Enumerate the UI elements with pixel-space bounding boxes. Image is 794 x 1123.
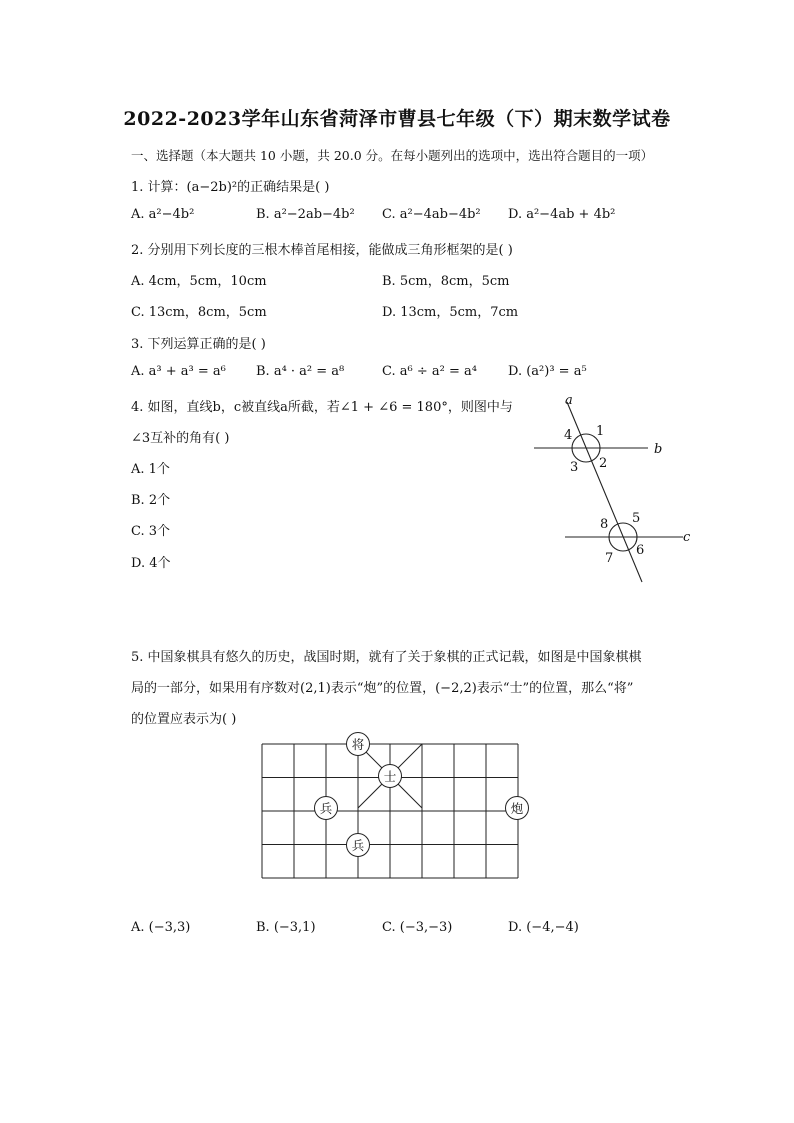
q5-option-a[interactable]: A. (−3,3) [131, 920, 191, 935]
q4-option-a[interactable]: A. 1个 [131, 462, 170, 477]
q4-option-c[interactable]: C. 3个 [131, 524, 171, 539]
q5-stem-line3: 的位置应表示为( ) [131, 712, 237, 727]
q5-chessboard [250, 730, 540, 890]
q1-option-d[interactable]: D. a²−4ab + 4b² [508, 207, 616, 222]
label-6: 6 [636, 543, 645, 558]
label-c: c [683, 530, 691, 545]
label-b: b [654, 442, 663, 457]
q2-option-d[interactable]: D. 13cm，5cm，7cm [382, 305, 519, 320]
q4-option-b[interactable]: B. 2个 [131, 493, 171, 508]
q3-option-b[interactable]: B. a⁴ · a² = a⁸ [256, 364, 345, 379]
label-2: 2 [599, 456, 608, 471]
piece-shi-label: 士 [383, 769, 397, 784]
piece-bing-bottom-label: 兵 [351, 838, 365, 853]
q3-stem: 3. 下列运算正确的是( ) [131, 337, 266, 352]
q5-option-c[interactable]: C. (−3,−3) [382, 920, 453, 935]
q1-stem: 1. 计算：(a−2b)²的正确结果是( ) [131, 180, 330, 195]
section-heading: 一、选择题（本大题共 10 小题，共 20.0 分。在每小题列出的选项中，选出符合题目的一项） [131, 148, 654, 163]
exam-title: 2022-2023学年山东省菏泽市曹县七年级（下）期末数学试卷 [123, 108, 671, 130]
piece-pao-label: 炮 [510, 801, 524, 816]
q1-option-c[interactable]: C. a²−4ab−4b² [382, 207, 481, 222]
q4-stem-line2: ∠3互补的角有( ) [131, 431, 230, 446]
q2-option-c[interactable]: C. 13cm，8cm，5cm [131, 305, 267, 320]
q5-option-d[interactable]: D. (−4,−4) [508, 920, 579, 935]
label-1: 1 [596, 424, 605, 439]
label-a: a [565, 393, 573, 408]
piece-jiang-label: 将 [351, 737, 365, 752]
label-7: 7 [605, 551, 614, 566]
q4-option-d[interactable]: D. 4个 [131, 556, 171, 571]
q2-option-a[interactable]: A. 4cm，5cm，10cm [131, 274, 267, 289]
q5-option-b[interactable]: B. (−3,1) [256, 920, 316, 935]
q5-stem-line1: 5. 中国象棋具有悠久的历史，战国时期，就有了关于象棋的正式记载，如图是中国象棋棋 [131, 650, 642, 665]
q4-stem-line1: 4. 如图，直线b，c被直线a所截，若∠1 + ∠6 = 180°，则图中与 [131, 400, 513, 415]
q3-option-c[interactable]: C. a⁶ ÷ a² = a⁴ [382, 364, 477, 379]
q5-stem-line2: 局的一部分，如果用有序数对(2,1)表示“炮”的位置，(−2,2)表示“士”的位置，那么“将” [131, 681, 634, 696]
q3-option-a[interactable]: A. a³ + a³ = a⁶ [131, 364, 226, 379]
piece-bing-left-label: 兵 [319, 801, 333, 816]
label-8: 8 [600, 517, 609, 532]
q4-figure [520, 390, 700, 590]
q2-option-b[interactable]: B. 5cm，8cm，5cm [382, 274, 510, 289]
q3-option-d[interactable]: D. (a²)³ = a⁵ [508, 364, 587, 379]
q1-option-a[interactable]: A. a²−4b² [131, 207, 195, 222]
q1-option-b[interactable]: B. a²−2ab−4b² [256, 207, 355, 222]
label-5: 5 [632, 511, 641, 526]
label-4: 4 [564, 428, 573, 443]
label-3: 3 [570, 460, 579, 475]
q2-stem: 2. 分别用下列长度的三根木棒首尾相接，能做成三角形框架的是( ) [131, 243, 513, 258]
